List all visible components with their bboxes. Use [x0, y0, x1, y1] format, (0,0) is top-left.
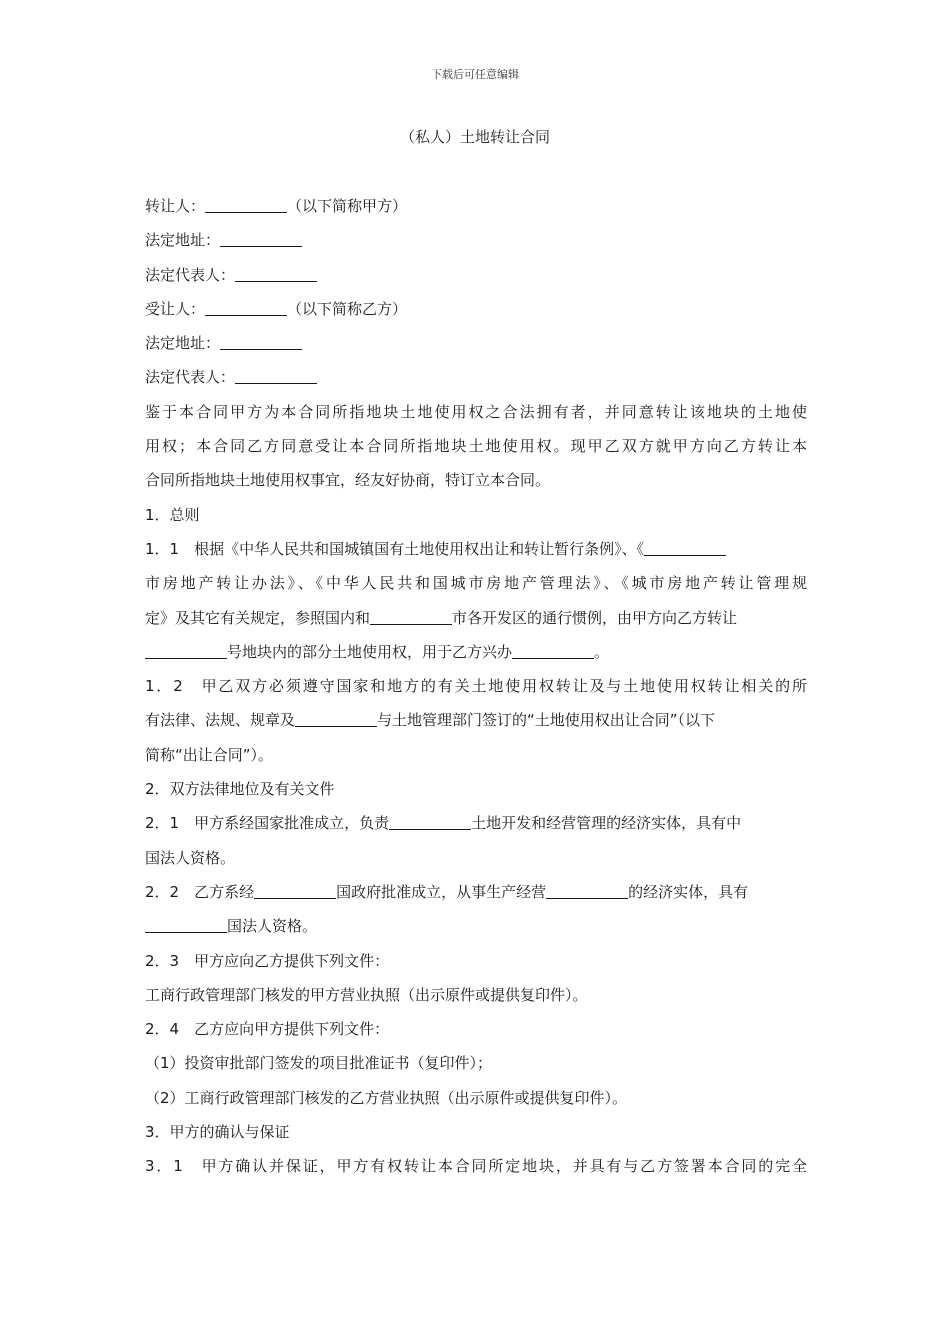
- clause-blank: [512, 643, 594, 659]
- section-2-heading: 2．双方法律地位及有关文件: [145, 780, 335, 799]
- clause-1-2-line: [145, 703, 807, 737]
- section-3-heading: 3．甲方的确认与保证: [145, 1123, 290, 1142]
- transferor-blank: [205, 197, 287, 213]
- header-note: 下载后可任意编辑: [431, 68, 519, 81]
- transferee-rep-label: 法定代表人：: [145, 368, 236, 387]
- transferor-rep-label: 法定代表人：: [145, 265, 236, 284]
- preamble-line: 用权；本合同乙方同意受让本合同所指地块土地使用权。现甲乙双方就甲方向乙方转让本: [145, 437, 807, 456]
- clause-text: 土地开发和经营管理的经济实体，具有中: [471, 814, 742, 833]
- clause-blank: [145, 917, 227, 933]
- transferee-blank: [205, 300, 287, 316]
- clause-2-2-line: [145, 909, 807, 943]
- clause-blank: [370, 609, 452, 625]
- clause-1-2-line: 1．2 甲乙双方必须遵守国家和地方的有关土地使用权转让及与土地使用权转让相关的所: [145, 677, 807, 696]
- clause-2-3-line: 工商行政管理部门核发的甲方营业执照（出示原件或提供复印件）。: [145, 985, 588, 1004]
- clause-1-1-line: 市房地产转让办法》、《中华人民共和国城市房地产管理法》、《城市房地产转让管理规: [145, 574, 807, 593]
- clause-text: 有法律、法规、规章及: [145, 711, 296, 730]
- transferee-rep-blank: [235, 368, 317, 384]
- clause-text: 定》及其它有关规定，参照国内和: [145, 608, 371, 627]
- transferor-address-label: 法定地址：: [145, 231, 221, 250]
- clause-blank: [644, 540, 726, 556]
- clause-text: 2．1 甲方系经国家批准成立，负责: [145, 814, 390, 833]
- clause-text: 的经济实体，具有: [628, 882, 749, 901]
- clause-2-4-item: （1）投资审批部门签发的项目批准证书（复印件）；: [145, 1054, 493, 1073]
- transferor-label: 转让人：: [145, 197, 206, 215]
- preamble-line: 合同所指地块土地使用权事宜，经友好协商，特订立本合同。: [145, 471, 551, 490]
- clause-text: 与土地管理部门签订的“土地使用权出让合同”（以下: [377, 711, 716, 730]
- transferor-suffix: （以下简称甲方）: [287, 197, 408, 215]
- clause-2-3-line: 2．3 甲方应向乙方提供下列文件：: [145, 951, 390, 970]
- clause-text: 国法人资格。: [227, 917, 318, 936]
- clause-2-1-line: [145, 806, 807, 840]
- clause-blank: [295, 711, 377, 727]
- clause-text: 号地块内的部分土地使用权，用于乙方兴办: [227, 642, 513, 661]
- transferee-address-blank: [220, 334, 302, 350]
- clause-blank: [254, 883, 336, 899]
- transferor-address-line: [145, 223, 807, 257]
- section-1-heading: 1．总则: [145, 505, 200, 524]
- transferee-address-line: [145, 326, 807, 360]
- clause-1-2-line: 简称“出让合同”）。: [145, 745, 274, 764]
- transferee-rep-line: [145, 360, 807, 394]
- clause-text: 2．2 乙方系经: [145, 882, 255, 901]
- transferee-label: 受让人：: [145, 299, 206, 318]
- clause-2-1-line: 国法人资格。: [145, 848, 236, 867]
- transferee-line: [145, 292, 807, 326]
- transferor-rep-blank: [235, 266, 317, 282]
- clause-1-1-line: [145, 601, 807, 635]
- clause-2-4-item: （2）工商行政管理部门核发的乙方营业执照（出示原件或提供复印件）。: [145, 1088, 628, 1107]
- clause-text: 。: [594, 642, 610, 661]
- transferor-address-blank: [220, 231, 302, 247]
- clause-text: 市各开发区的通行惯例，由甲方向乙方转让: [452, 608, 738, 627]
- clause-blank: [546, 883, 628, 899]
- transferee-address-label: 法定地址：: [145, 334, 221, 353]
- clause-text: 1．1 根据《中华人民共和国城镇国有土地使用权出让和转让暂行条例》、《: [145, 539, 645, 558]
- document-title: （私人）土地转让合同: [399, 128, 550, 146]
- preamble-line: 鉴于本合同甲方为本合同所指地块土地使用权之合法拥有者，并同意转让该地块的土地使: [145, 402, 807, 421]
- clause-text: 国政府批准成立，从事生产经营: [336, 882, 547, 901]
- transferor-rep-line: [145, 258, 807, 292]
- clause-1-1-line: [145, 635, 807, 669]
- clause-1-1-line: [145, 532, 807, 566]
- clause-blank: [145, 643, 227, 659]
- clause-blank: [389, 814, 471, 830]
- clause-3-1-line: 3．1 甲方确认并保证，甲方有权转让本合同所定地块，并具有与乙方签署本合同的完全: [145, 1157, 807, 1176]
- clause-2-2-line: [145, 875, 807, 909]
- transferee-suffix: （以下简称乙方）: [287, 299, 408, 318]
- transferor-line: [145, 189, 807, 223]
- contract-body: [145, 189, 807, 1184]
- clause-2-4-line: 2．4 乙方应向甲方提供下列文件：: [145, 1020, 390, 1039]
